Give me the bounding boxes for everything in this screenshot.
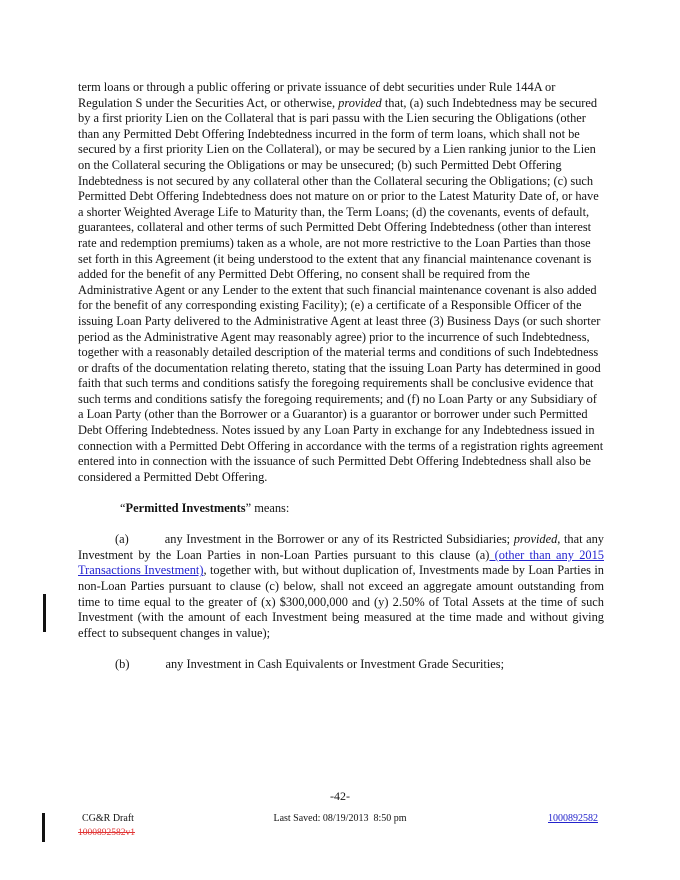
continuation-paragraph (78, 80, 604, 485)
doc-id-link[interactable]: 1000892582 (548, 813, 598, 824)
clause-b-text (165, 657, 504, 671)
clause-a-text (78, 532, 604, 640)
text-segment: that, (a) such Indebtedness may be secured by a first priority Lien on the Collateral that is pari passu with the Lien securing the Obligations (other than any Permitted Debt Offering Indebtedness incurred in the form of term loans, which shall not be secured by a first priority Lien on the Collateral), or may be secured by a Lien ranking junior to the Lien on the Collateral securing the Obligations or may be unsecured; (b) such Permitted Debt Offering Indebtedness is not secured by any collateral other than the Collateral securing the Obligations; (c) such Permitted Debt Offering Indebtedness does not mature on or prior to the Latest Maturity Date of, or have a shorter Weighted Average Life to Maturity than, the Term Loans; (d) the covenants, events of default, guarantees, collateral and other terms of such Permitted Debt Offering Indebtedness (other than interest rate and redemption premiums) taken as a whole, are not more restrictive to the Loan Parties than those set forth in this Agreement (it being understood to the extent that any financial maintenance covenant is added for the benefit of any Permitted Debt Offering, no consent shall be required from the Administrative Agent or any Lender to the extent that such financial maintenance covenant is also added for the benefit of any corresponding existing Facility); (e) a certificate of a Responsible Officer of the issuing Loan Party delivered to the Administrative Agent at least three (3) Business Days (or such shorter period as the Administrative Agent may reasonably agree) prior to the incurrence of such Indebtedness, together with a reasonably detailed description of the material terms and conditions of such Indebtedness or drafts of the documentation relating thereto, stating that the issuing Loan Party has determined in good faith that such terms and conditions satisfy the foregoing requirements shall be conclusive evidence that such terms and conditions satisfy the foregoing requirements; and (f) no Loan Party or any Subsidiary of a Loan Party (other than the Borrower or a Guarantor) is a guarantor or borrower under such Permitted Debt Offering Indebtedness. Notes issued by any Loan Party in exchange for any Indebtedness issued in connection with a Permitted Debt Offering in accordance with the terms of a registration rights agreement entered into in connection with the issuance of such Permitted Debt Offering Indebtedness shall also be considered a Permitted Debt Offering. (78, 95, 604, 484)
inserted-text: (other than any 2015 Transactions Investment) (78, 547, 604, 578)
text-segment: term loans or through a public offering or private issuance of debt securities under Rule 144A or Regulation S under the Securities Act, or otherwise, (78, 80, 556, 110)
text-segment: “ (120, 501, 126, 516)
text-segment: any Investment in the Borrower or any of its Restricted Subsidiaries; (164, 532, 514, 547)
text-segment: provided (513, 532, 558, 547)
change-bar (43, 594, 46, 632)
text-segment: provided (338, 95, 382, 110)
last-saved-label: Last Saved: 08/19/2013 8:50 pm (273, 813, 407, 824)
text-segment: , together with, but without duplication of, Investments made by Loan Parties in non-Loan Parties pursuant to clause (c) below, shall not exceed an aggregate amount outstanding from time to time equal to the greater of (x) $300,000,000 and (y) 2.50% of Total Assets at the time of such Investment (with the amount of each Investment being measured at the time made and without giving effect to subsequent changes in value); (78, 563, 604, 640)
page-body (78, 80, 604, 673)
clause-a-paragraph (78, 532, 604, 641)
text-segment: Permitted Investments (125, 501, 246, 516)
definition-heading-text (120, 501, 289, 515)
draft-label: CG&R Draft (82, 813, 134, 824)
clause-a-label: (a) (115, 532, 129, 547)
text-segment: any Investment in Cash Equivalents or Investment Grade Securities; (165, 656, 505, 671)
definition-heading (78, 501, 604, 517)
deleted-doc-id: 1000892582v1 (78, 828, 135, 838)
text-segment: ” means: (245, 501, 290, 516)
clause-b-paragraph (78, 657, 604, 673)
text-segment: , that any Investment by the Loan Parties in non-Loan Parties pursuant to this clause (a) (78, 532, 604, 562)
page-number: -42- (330, 789, 350, 803)
clause-b-label: (b) (115, 656, 130, 671)
